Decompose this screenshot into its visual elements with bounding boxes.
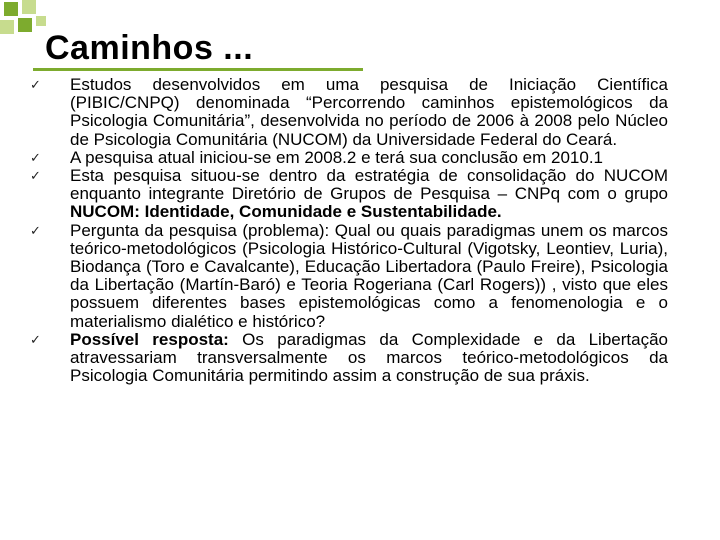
checkmark-icon: ✓	[30, 169, 41, 185]
bullet-item	[30, 167, 668, 222]
bullet-list	[30, 76, 668, 385]
bullet-text: Pergunta da pesquisa (problema): Qual ou quais paradigmas unem os marcos teórico-metodológicos (Psicologia Histórico-Cultural (Vigotsky, Leontiev, Luria), Biodança (Toro e Cavalcante), Educação Libertadora (Paulo Freire), Psicologia da Libertação (Martín-Baró) e Teoria Rogeriana (Carl Rogers)) , visto que eles possuem diferentes bases epistemológicas como a fenomenologia e o materialismo dialético e histórico?	[70, 220, 668, 331]
bullet-bold-text: Possível resposta:	[70, 329, 229, 349]
checkmark-icon: ✓	[30, 223, 41, 239]
bullet-item	[30, 76, 668, 149]
bullet-text: A pesquisa atual iniciou-se em 2008.2 e terá sua conclusão em 2010.1	[70, 147, 604, 167]
checkmark-icon: ✓	[30, 332, 41, 348]
checkmark-icon: ✓	[30, 150, 41, 166]
bullet-text: Estudos desenvolvidos em uma pesquisa de Iniciação Científica (PIBIC/CNPQ) denominada “Percorrendo caminhos epistemológicos da Psicologia Comunitária”, desenvolvida no período de 2006 à 2008 pelo Núcleo de Psicologia Comunitária (NUCOM) da Universidade Federal do Ceará.	[70, 75, 668, 149]
bullet-bold-text: NUCOM: Identidade, Comunidade e Sustentabilidade.	[70, 202, 502, 222]
slide-title: Caminhos ...	[45, 29, 254, 67]
bullet-text: Esta pesquisa situou-se dentro da estratégia de consolidação do NUCOM enquanto integrante Diretório de Grupos de Pesquisa – CNPq com o grupo	[70, 166, 668, 204]
bullet-item	[30, 222, 668, 331]
checkmark-icon: ✓	[30, 78, 41, 93]
bullet-text: Os paradigmas da Complexidade e da Libertação atravessariam transversalmente os marcos teórico-metodológicos da Psicologia Comunitária permitindo assim a construção de sua práxis.	[70, 329, 668, 386]
bullet-item	[30, 331, 668, 386]
title-underline	[33, 68, 363, 71]
bullet-item	[30, 149, 668, 167]
corner-decoration	[0, 0, 50, 44]
